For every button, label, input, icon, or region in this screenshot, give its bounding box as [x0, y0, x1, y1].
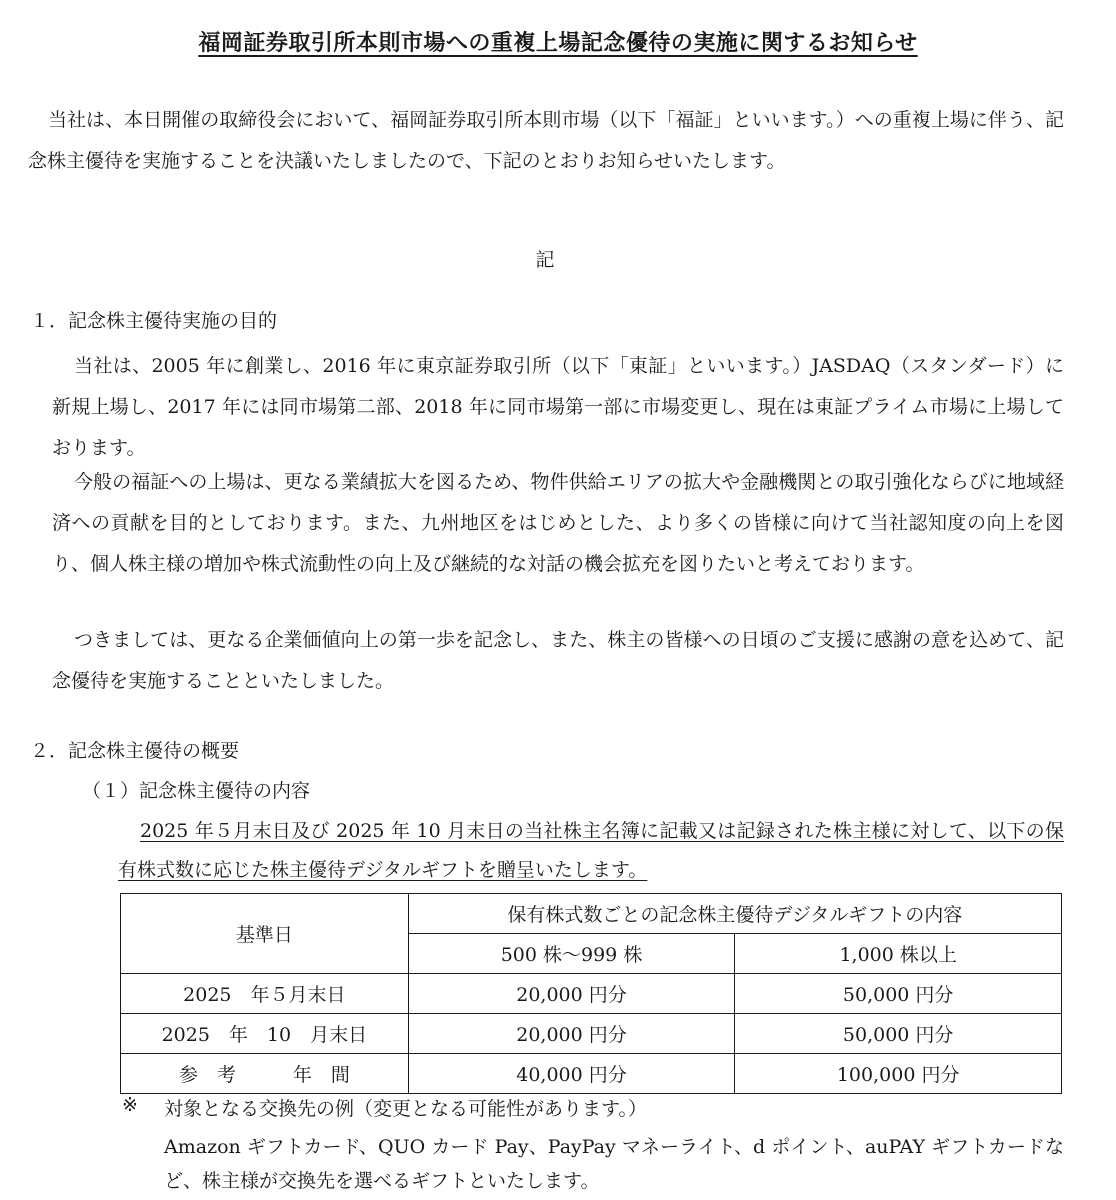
section1-heading: １．記念株主優待実施の目的 — [30, 310, 278, 332]
header-gift-content: 保有株式数ごとの記念株主優待デジタルギフトの内容 — [408, 894, 1061, 934]
ki-heading: 記 — [535, 249, 555, 271]
section2-heading: ２．記念株主優待の概要 — [30, 740, 240, 762]
intro-paragraph: 当社は、本日開催の取締役会において、福岡証券取引所本則市場（以下「福証」といいます。）への重複上場に伴う、記念株主優待を実施することを決議いたしましたので、下記のとおりお知らせいたします。 — [28, 109, 1064, 172]
section1-paragraph-1: 当社は、2005 年に創業し、2016 年に東京証券取引所（以下「東証」といいます。）JASDAQ（スタンダード）に新規上場し、2017 年には同市場第二部、2018 年に同市場第一部に市場変更し、現在は東証プライム市場に上場しております。 — [52, 355, 1064, 459]
row-value-a: 40,000 円分 — [408, 1054, 735, 1094]
header-base-date: 基準日 — [121, 894, 409, 974]
row-value-a: 20,000 円分 — [408, 1014, 735, 1054]
note-body: Amazon ギフトカード、QUO カード Pay、PayPay マネーライト、d ポイント、auPAY ギフトカードなど、株主様が交換先を選べるギフトといたします。 — [164, 1136, 1064, 1192]
section2-subheading: （１）記念株主優待の内容 — [82, 780, 311, 802]
table-header-row — [121, 894, 1062, 934]
table-row — [121, 1014, 1062, 1054]
table-row — [121, 974, 1062, 1014]
section1-paragraph-2: 今般の福証への上場は、更なる業績拡大を図るため、物件供給エリアの拡大や金融機関との取引強化ならびに地域経済への貢献を目的としております。また、九州地区をはじめとした、より多くの皆様に向けて当社認知度の向上を図り、個人株主様の増加や株式流動性の向上及び継続的な対話の機会拡充を図りたいと考えております。 — [52, 471, 1064, 575]
document-title: 福岡証券取引所本則市場への重複上場記念優待の実施に関するお知らせ — [198, 31, 918, 56]
header-shares-500: 500 株～999 株 — [408, 934, 735, 974]
row-date: 2025 年 10 月末日 — [121, 1014, 409, 1054]
row-date: 2025 年５月末日 — [121, 974, 409, 1014]
row-value-b: 100,000 円分 — [735, 1054, 1062, 1094]
note-title: 対象となる交換先の例（変更となる可能性があります。） — [164, 1098, 647, 1120]
row-value-a: 20,000 円分 — [408, 974, 735, 1014]
gift-table — [120, 893, 1062, 1094]
table-row — [121, 1054, 1062, 1094]
row-date: 参 考 年 間 — [121, 1054, 409, 1094]
section2-paragraph: 2025 年５月末日及び 2025 年 10 月末日の当社株主名簿に記載又は記録された株主様に対して、以下の保有株式数に応じた株主優待デジタルギフトを贈呈いたします。 — [118, 820, 1064, 881]
header-shares-1000: 1,000 株以上 — [735, 934, 1062, 974]
section1-paragraph-3: つきましては、更なる企業価値向上の第一歩を記念し、また、株主の皆様への日頃のご支援に感謝の意を込めて、記念優待を実施することといたしました。 — [52, 629, 1064, 692]
row-value-b: 50,000 円分 — [735, 974, 1062, 1014]
note-mark: ※ — [122, 1094, 138, 1116]
row-value-b: 50,000 円分 — [735, 1014, 1062, 1054]
